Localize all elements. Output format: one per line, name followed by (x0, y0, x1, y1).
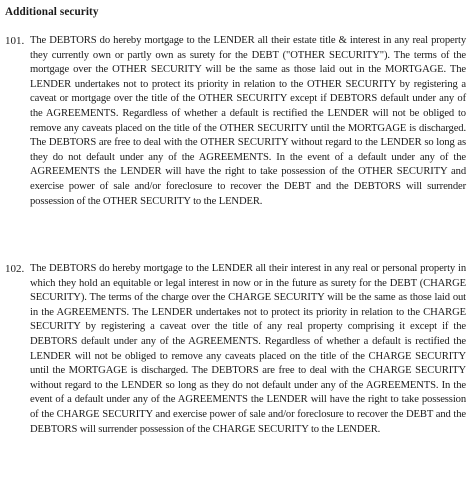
clause-number: 102. (5, 263, 25, 275)
clause-number: 101. (5, 35, 25, 47)
clause-text: The DEBTORS do hereby mortgage to the LENDER all their estate title & interest in any real property they currently own or partly own as surety for the DEBT ("OTHER SECURITY"). The terms of the mortgage over the OTHER SECURITY will be the same as those laid out in the MORTGAGE. The LENDER undertakes not to protect its priority in relation to the OTHER SECURITY by registering a caveat or mortgage over the title of the OTHER SECURITY except if DEBTORS default under any of the AGREEMENTS. Regardless of whether a default is rectified the LENDER will not be obliged to remove any caveats placed on the title of the OTHER SECURITY until the MORTGAGE is discharged. The DEBTORS are free to deal with the OTHER SECURITY without regard to the LENDER so long as they do not default under any of the AGREEMENTS. In the event of a default under any of the AGREEMENTS the LENDER will have the right to take possession of the OTHER SECURITY and exercise power of sale and/or foreclosure to recover the DEBT and the DEBTORS will surrender possession of the OTHER SECURITY to the LENDER. (30, 35, 466, 207)
section-heading: Additional security (5, 6, 99, 18)
clause-text: The DEBTORS do hereby mortgage to the LENDER all their interest in any real or personal property in which they hold an equitable or legal interest in now or in the future as surety for the DEBT (CHARGE SECURITY). The terms of the charge over the CHARGE SECURITY will be the same as those laid out in the AGREEMENTS. The LENDER undertakes not to protect its priority in relation to the CHARGE SECURITY by registering a caveat over the title of any real property comprising it except if the DEBTORS default under any of the AGREEMENTS. Regardless of whether a default is rectified the LENDER will not be obliged to remove any caveats placed on the title of the CHARGE SECURITY until the MORTGAGE is discharged. The DEBTORS are free to deal with the CHARGE SECURITY without regard to the LENDER so long as they do not default under any of the AGREEMENTS. In the event of a default under any of the AGREEMENTS the LENDER will have the right to take possession of the CHARGE SECURITY and exercise power of sale and/or foreclosure to recover the DEBT and the DEBTORS will surrender possession of the CHARGE SECURITY to the LENDER. (30, 263, 466, 435)
